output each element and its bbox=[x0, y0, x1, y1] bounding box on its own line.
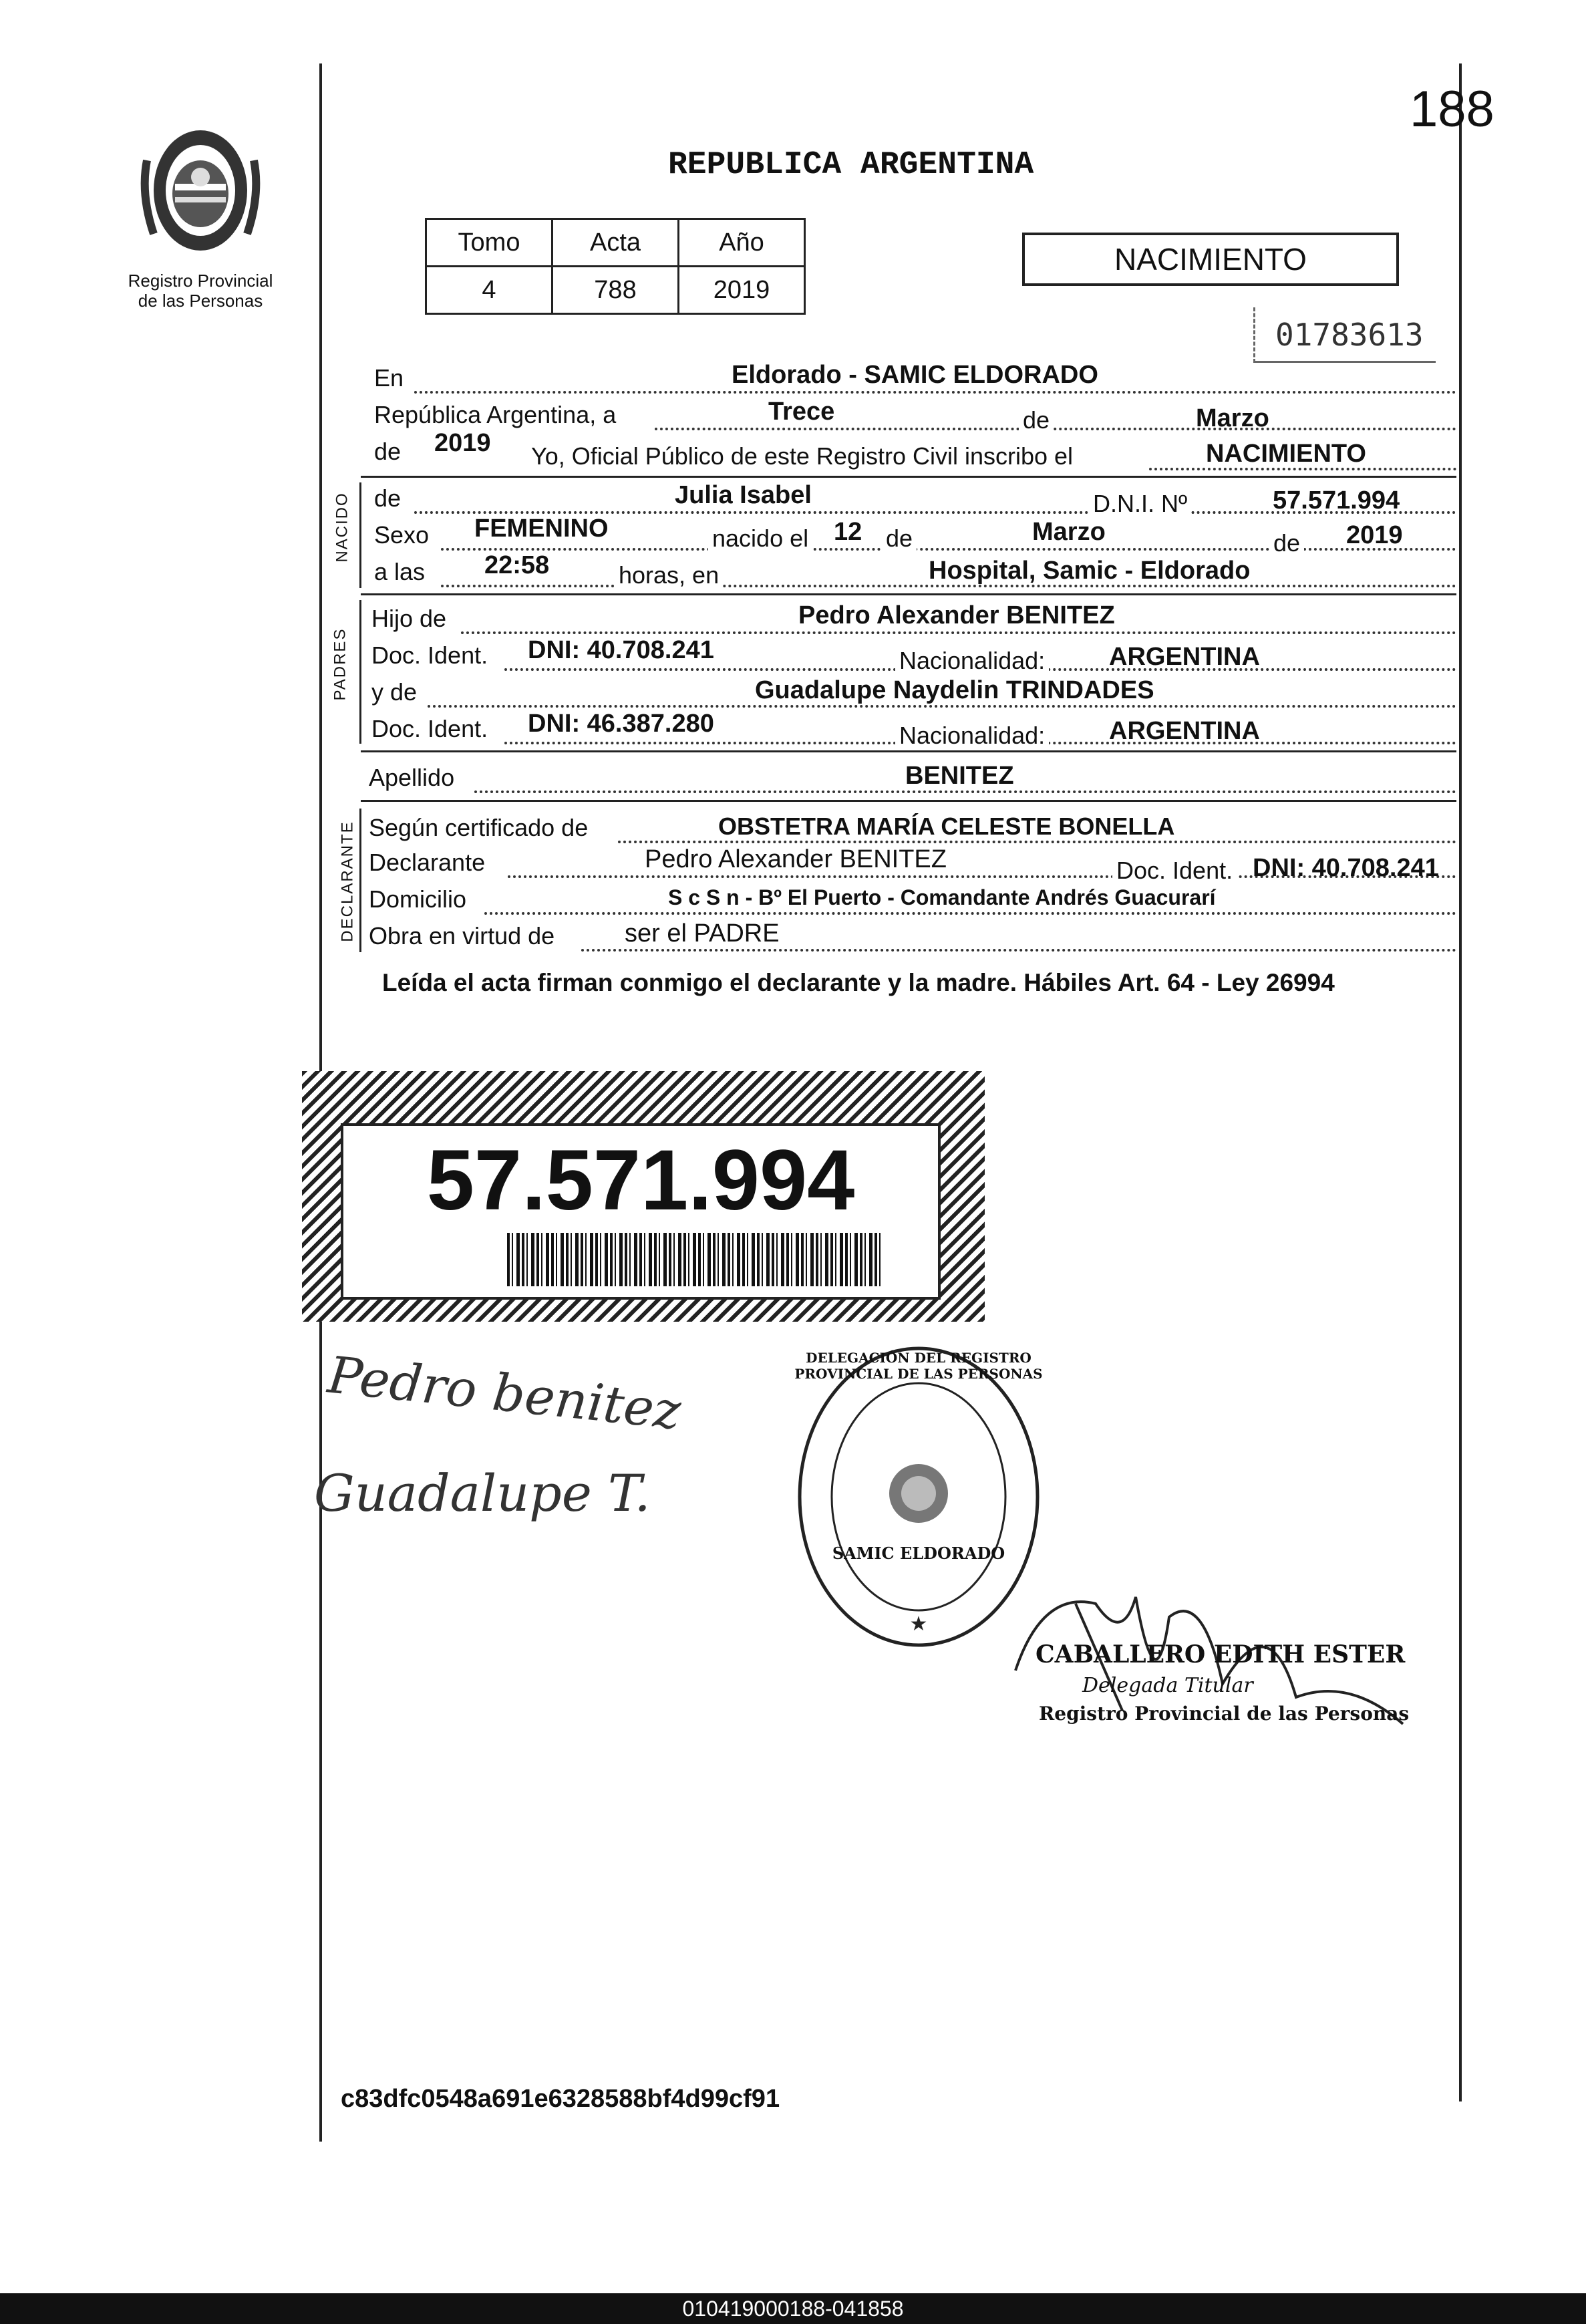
label-yo: Yo, Oficial Público de este Registro Civil inscribo el bbox=[531, 442, 1074, 470]
coat-of-arms-icon bbox=[134, 120, 267, 261]
divider-3 bbox=[361, 750, 1456, 752]
side-label-declarante: DECLARANTE bbox=[338, 821, 357, 942]
value-declarante: Pedro Alexander BENITEZ bbox=[645, 845, 947, 873]
official-org: Registro Provincial de las Personas bbox=[1039, 1703, 1410, 1725]
dni-stamp-inner bbox=[341, 1123, 941, 1300]
label-segun: Según certificado de bbox=[369, 814, 589, 841]
label-declarante: Declarante bbox=[369, 849, 486, 876]
value-virtud: ser el PADRE bbox=[625, 919, 780, 948]
page-number: 188 bbox=[1410, 81, 1494, 138]
value-padre-nac: ARGENTINA bbox=[1109, 643, 1260, 671]
dots-row15 bbox=[581, 949, 1456, 952]
side-label-nacido: NACIDO bbox=[333, 492, 351, 563]
value-madre-nac: ARGENTINA bbox=[1109, 717, 1260, 745]
divider-2 bbox=[361, 593, 1456, 595]
value-declarante-doc: DNI: 40.708.241 bbox=[1253, 854, 1439, 882]
label-republica: República Argentina, a bbox=[374, 401, 617, 428]
value-certificado: OBSTETRA MARÍA CELESTE BONELLA bbox=[718, 813, 1175, 840]
logo-caption-2: de las Personas bbox=[138, 291, 263, 311]
dots-row11 bbox=[474, 790, 1456, 793]
value-nombre: Julia Isabel bbox=[675, 481, 812, 509]
value-domicilio: S c S n - Bº El Puerto - Comandante Andrés Guacurarí bbox=[668, 885, 1216, 909]
value-nac-dia: 12 bbox=[834, 518, 862, 546]
divider-4 bbox=[361, 800, 1456, 802]
nacido-bracket bbox=[359, 482, 361, 588]
declarante-bracket bbox=[359, 809, 361, 952]
dots-row7 bbox=[461, 631, 1456, 634]
label-de-name: de bbox=[374, 484, 402, 512]
value-hora: 22:58 bbox=[484, 551, 550, 579]
seal-ring-text: DELEGACIÓN DEL REGISTRO PROVINCIAL DE LAS PERSONAS bbox=[794, 1350, 1043, 1382]
label-obra: Obra en virtud de bbox=[369, 922, 555, 950]
label-dni: D.N.I. Nº bbox=[1089, 490, 1191, 518]
label-horas-en: horas, en bbox=[615, 561, 723, 589]
dots-row9 bbox=[428, 705, 1456, 708]
value-nac-mes: Marzo bbox=[1032, 518, 1106, 546]
reference-table bbox=[425, 218, 806, 315]
label-en: En bbox=[374, 364, 404, 392]
label-a-las: a las bbox=[374, 558, 426, 585]
value-dia: Trece bbox=[768, 398, 835, 426]
value-dni: 57.571.994 bbox=[1273, 486, 1400, 515]
label-de-year: de bbox=[374, 438, 402, 465]
dots-row14 bbox=[484, 912, 1456, 915]
divider-1 bbox=[361, 476, 1456, 478]
footer-code: 010419000188-041858 bbox=[682, 2297, 904, 2321]
right-margin-line bbox=[1459, 63, 1462, 2101]
label-doc-ident-2: Doc. Ident. bbox=[371, 715, 488, 742]
document-hash: c83dfc0548a691e6328588bf4d99cf91 bbox=[341, 2085, 780, 2113]
table-value-tomo: 4 bbox=[426, 267, 552, 314]
table-header-acta: Acta bbox=[552, 219, 679, 267]
value-padre: Pedro Alexander BENITEZ bbox=[798, 601, 1115, 629]
label-de-month: de bbox=[1019, 406, 1054, 434]
side-label-padres: PADRES bbox=[331, 627, 349, 701]
document-title: REPUBLICA ARGENTINA bbox=[668, 147, 1034, 183]
closing-text: Leída el acta firman conmigo el declarante y la madre. Hábiles Art. 64 - Ley 26994 bbox=[382, 969, 1335, 996]
label-sexo: Sexo bbox=[374, 521, 430, 549]
value-lugar: Eldorado - SAMIC ELDORADO bbox=[732, 361, 1098, 389]
value-apellido: BENITEZ bbox=[905, 762, 1014, 790]
table-header-tomo: Tomo bbox=[426, 219, 552, 267]
dni-stamp-frame bbox=[302, 1071, 985, 1322]
label-de-anio: de bbox=[1269, 529, 1304, 557]
label-nacionalidad-2: Nacionalidad: bbox=[895, 722, 1049, 750]
svg-text:★: ★ bbox=[909, 1613, 928, 1635]
dots-row2 bbox=[655, 428, 1456, 430]
value-anio: 2019 bbox=[434, 429, 491, 457]
dots-row1 bbox=[414, 391, 1456, 394]
value-madre-doc: DNI: 46.387.280 bbox=[528, 710, 714, 738]
table-value-anio: 2019 bbox=[679, 267, 805, 314]
official-name: CABALLERO EDITH ESTER bbox=[1036, 1640, 1406, 1668]
label-nacido-el: nacido el bbox=[708, 525, 812, 553]
padres-bracket bbox=[359, 600, 361, 744]
label-hijo-de: Hijo de bbox=[371, 605, 447, 632]
logo-caption-1: Registro Provincial bbox=[128, 271, 273, 291]
signature-father: Pedro benitez bbox=[325, 1344, 684, 1441]
dni-stamp-number: 57.571.994 bbox=[426, 1133, 855, 1228]
footer-bar bbox=[0, 2293, 1586, 2324]
value-sexo: FEMENINO bbox=[474, 515, 609, 543]
value-madre: Guadalupe Naydelin TRINDADES bbox=[755, 676, 1154, 704]
value-lugar-nac: Hospital, Samic - Eldorado bbox=[929, 557, 1251, 585]
value-mes: Marzo bbox=[1196, 404, 1269, 432]
act-type-box bbox=[1022, 233, 1399, 286]
seal-inner-text: SAMIC ELDORADO bbox=[832, 1544, 1005, 1563]
barcode bbox=[507, 1233, 881, 1286]
official-role: Delegada Titular bbox=[1082, 1674, 1253, 1697]
act-type-label: NACIMIENTO bbox=[1114, 242, 1307, 277]
label-domicilio: Domicilio bbox=[369, 885, 467, 913]
table-value-acta: 788 bbox=[552, 267, 679, 314]
table-header-anio: Año bbox=[679, 219, 805, 267]
dots-row12 bbox=[618, 841, 1456, 843]
value-nac-anio: 2019 bbox=[1346, 521, 1403, 549]
serial-number bbox=[1253, 307, 1436, 363]
provincial-logo bbox=[134, 120, 267, 261]
label-doc-ident-3: Doc. Ident. bbox=[1112, 857, 1237, 885]
value-tipo: NACIMIENTO bbox=[1206, 440, 1366, 468]
label-nacionalidad-1: Nacionalidad: bbox=[895, 647, 1049, 675]
label-y-de: y de bbox=[371, 678, 418, 706]
signature-mother: Guadalupe T. bbox=[314, 1463, 651, 1523]
label-de-mes: de bbox=[882, 525, 917, 553]
label-apellido: Apellido bbox=[369, 764, 455, 791]
serial-number-text: 01783613 bbox=[1275, 317, 1424, 353]
label-doc-ident-1: Doc. Ident. bbox=[371, 641, 488, 669]
value-padre-doc: DNI: 40.708.241 bbox=[528, 636, 714, 664]
